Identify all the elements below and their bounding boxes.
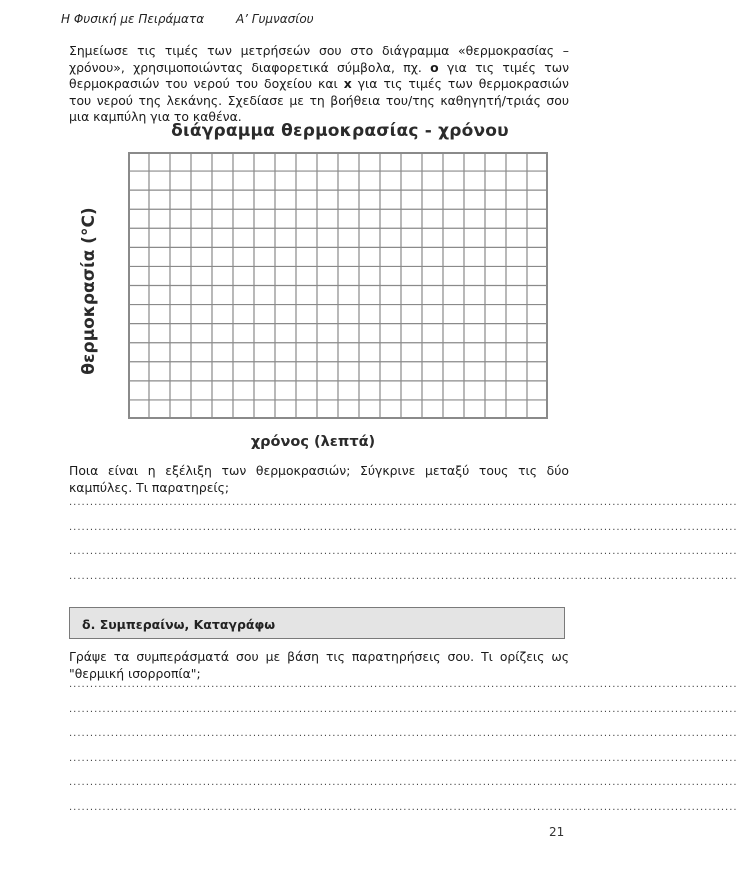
symbol-o: ο [430,59,439,75]
answer-line[interactable]: ................................................................................................................................................................ [69,703,738,715]
answer-line[interactable]: ................................................................................................................................................................ [69,802,738,813]
section-title: δ. Συμπεραίνω, Καταγράφω [82,617,276,632]
instructions-paragraph [69,43,569,126]
answer-line[interactable]: ................................................................................................................................................................ [69,728,738,740]
question-2-text: Γράψε τα συμπεράσματά σου με βάση τις παρατηρήσεις σου. Τι ορίζεις ως "θερμική ισορροπία"; [69,649,569,681]
grade-label: Α’ Γυμνασίου [235,12,314,26]
diagram-y-axis-label: θερμοκρασία (°C) [79,207,99,375]
answer-line[interactable]: ................................................................................................................................................................ [69,679,738,690]
answer-line[interactable]: ................................................................................................................................................................ [69,570,738,582]
temperature-time-grid[interactable] [128,152,548,419]
section-header-box [69,607,565,639]
page-number: 21 [549,825,565,839]
answer-line[interactable]: ................................................................................................................................................................ [69,521,738,533]
book-title: Η Φυσική με Πειράματα [61,12,205,26]
answer-line[interactable]: ................................................................................................................................................................ [69,777,738,789]
instructions-text-3: για τις τιμές των θερμοκρασιών του νερού της λεκάνης. Σχεδίασε με τη βοήθεια του/της καθηγητή/τριάς σου μια καμπύλη για το καθένα. [69,76,569,124]
instructions-text-2: για τις τιμές των θερμοκρασιών του νερού του δοχείου και [69,59,569,91]
running-header [61,12,314,26]
diagram-x-axis-label: χρόνος (λεπτά) [250,434,376,450]
instructions-text-1: Σημείωσε τις τιμές των μετρήσεών σου στο διάγραμμα «θερμοκρασίας – χρόνου», χρησιμοποιώντας διαφορετικά σύμβολα, πχ. [69,43,569,75]
answer-line[interactable]: ................................................................................................................................................................ [69,546,738,558]
answer-line[interactable]: ................................................................................................................................................................ [69,752,738,764]
diagram-title: διάγραμμα θερμοκρασίας - χρόνου [171,121,509,141]
symbol-x: x [343,76,352,91]
answer-line[interactable]: ................................................................................................................................................................ [69,497,738,508]
question-1-text: Ποια είναι η εξέλιξη των θερμοκρασιών; Σύγκρινε μεταξύ τους τις δύο καμπύλες. Τι παρατηρείς; [69,463,569,495]
